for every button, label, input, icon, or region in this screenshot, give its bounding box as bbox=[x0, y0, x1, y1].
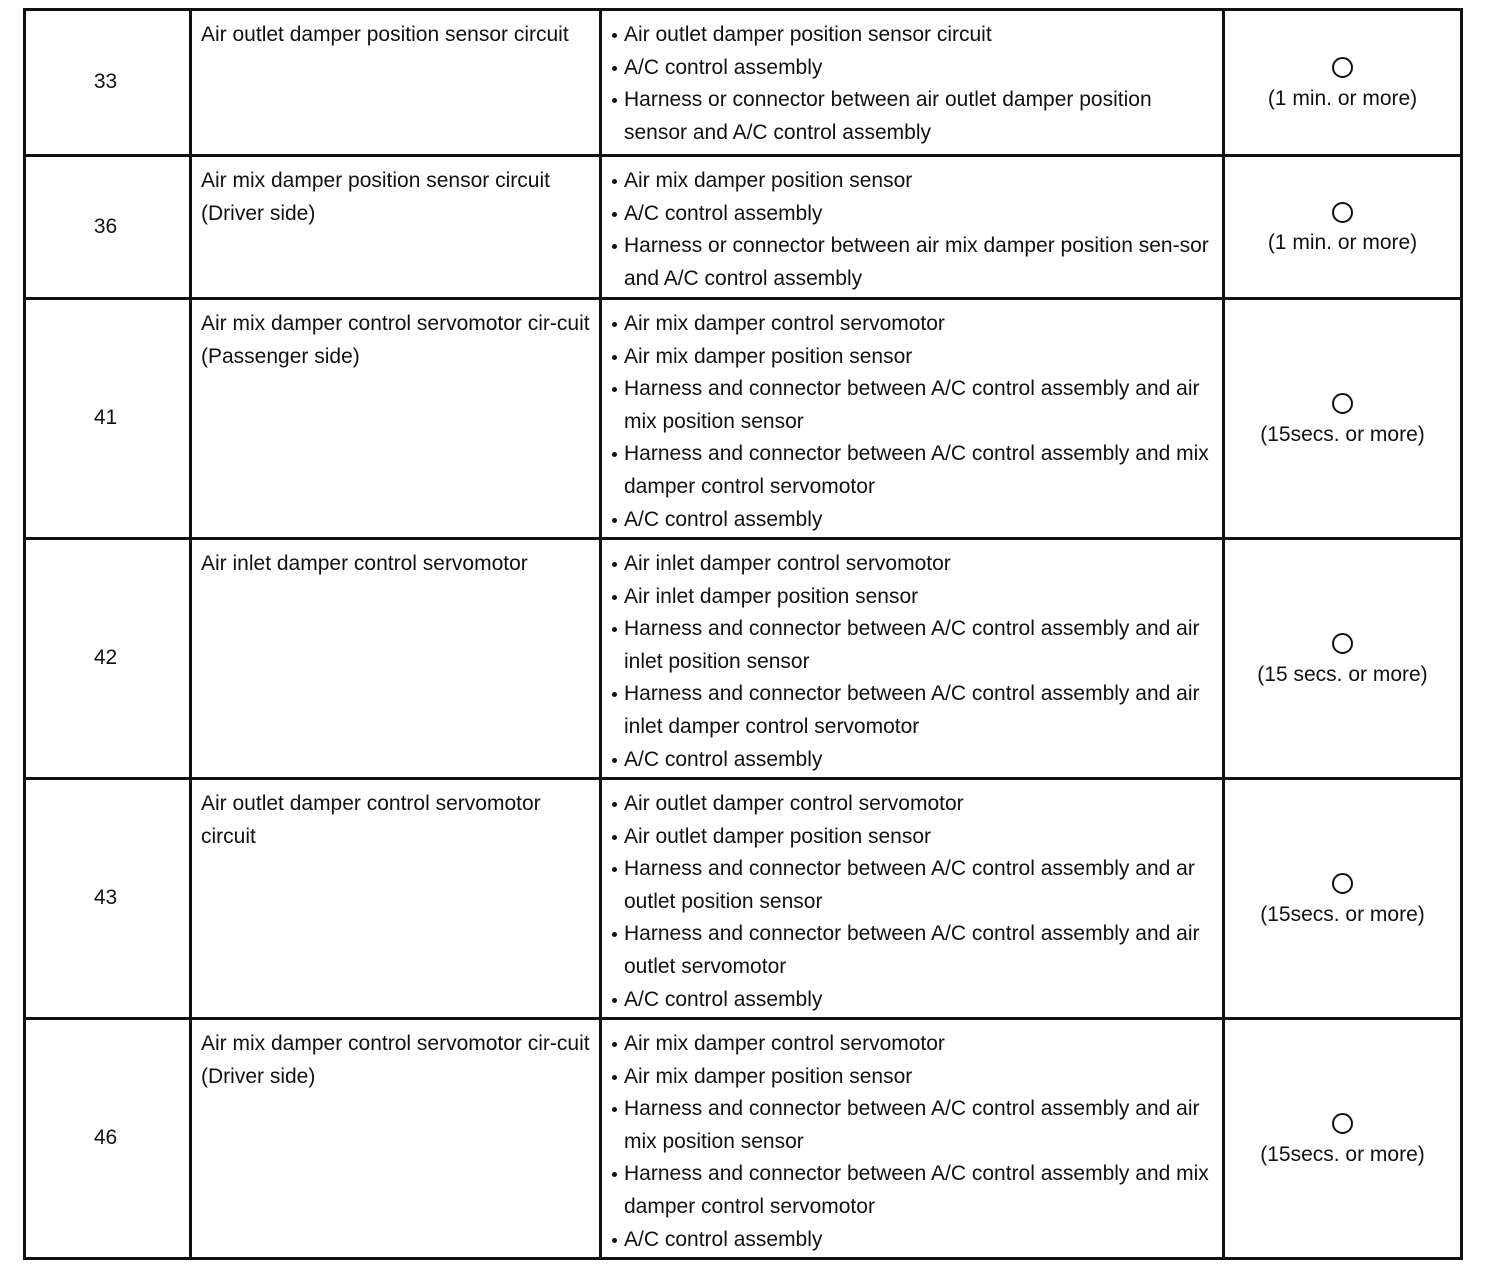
memory-cell bbox=[1224, 539, 1462, 779]
trouble-area-item: Air outlet damper position sensor bbox=[610, 821, 1218, 854]
memory-circle-icon bbox=[1332, 202, 1353, 223]
trouble-area-item: Harness and connector between A/C control assembly and mix damper control servomotor bbox=[610, 438, 1218, 503]
trouble-area-item: Air mix damper position sensor bbox=[610, 165, 1218, 198]
trouble-area-item: Harness or connector between air mix damper position sen-sor and A/C control assembly bbox=[610, 230, 1218, 295]
table-row bbox=[25, 539, 1462, 779]
trouble-area-item: Air inlet damper control servomotor bbox=[610, 548, 1218, 581]
table-row bbox=[25, 299, 1462, 539]
table-row bbox=[25, 156, 1462, 299]
trouble-area-item: A/C control assembly bbox=[610, 984, 1218, 1017]
dtc-code: 33 bbox=[25, 10, 191, 156]
trouble-area-item: A/C control assembly bbox=[610, 1224, 1218, 1257]
memory-note: (15secs. or more) bbox=[1260, 902, 1425, 926]
trouble-area-item: Harness and connector between A/C control assembly and mix damper control servomotor bbox=[610, 1158, 1218, 1223]
trouble-area-item: Air mix damper control servomotor bbox=[610, 308, 1218, 341]
memory-circle-icon bbox=[1332, 1113, 1353, 1134]
trouble-area-item: A/C control assembly bbox=[610, 504, 1218, 537]
trouble-area-item: Air mix damper position sensor bbox=[610, 341, 1218, 374]
trouble-area bbox=[601, 156, 1224, 299]
trouble-area-item: Harness and connector between A/C control assembly and air mix position sensor bbox=[610, 1093, 1218, 1158]
detection-item: Air outlet damper control servomotor circuit bbox=[191, 779, 601, 1019]
trouble-area-item: A/C control assembly bbox=[610, 744, 1218, 777]
trouble-area-item: Harness and connector between A/C control assembly and air inlet position sensor bbox=[610, 613, 1218, 678]
trouble-area bbox=[601, 10, 1224, 156]
trouble-area-item: Harness and connector between A/C control assembly and air mix position sensor bbox=[610, 373, 1218, 438]
memory-cell bbox=[1224, 779, 1462, 1019]
trouble-area-item: Air mix damper control servomotor bbox=[610, 1028, 1218, 1061]
diagnostic-code-table bbox=[23, 8, 1463, 1260]
memory-note: (15secs. or more) bbox=[1260, 422, 1425, 446]
detection-item: Air mix damper control servomotor cir-cuit (Passenger side) bbox=[191, 299, 601, 539]
table-row bbox=[25, 779, 1462, 1019]
trouble-area-item: Harness and connector between A/C control assembly and ar outlet position sensor bbox=[610, 853, 1218, 918]
dtc-code: 36 bbox=[25, 156, 191, 299]
trouble-area-item: Air inlet damper position sensor bbox=[610, 581, 1218, 614]
trouble-area bbox=[601, 539, 1224, 779]
memory-cell bbox=[1224, 156, 1462, 299]
memory-note: (15secs. or more) bbox=[1260, 1142, 1425, 1166]
trouble-area-item: Harness and connector between A/C control assembly and air inlet damper control servomotor bbox=[610, 678, 1218, 743]
trouble-area-item: Air mix damper position sensor bbox=[610, 1061, 1218, 1094]
dtc-code: 42 bbox=[25, 539, 191, 779]
detection-item: Air mix damper position sensor circuit (Driver side) bbox=[191, 156, 601, 299]
trouble-area-item: Air outlet damper position sensor circuit bbox=[610, 19, 1218, 52]
dtc-code: 46 bbox=[25, 1019, 191, 1259]
memory-note: (15 secs. or more) bbox=[1257, 662, 1428, 686]
memory-circle-icon bbox=[1332, 873, 1353, 894]
trouble-area bbox=[601, 779, 1224, 1019]
dtc-code: 43 bbox=[25, 779, 191, 1019]
memory-cell bbox=[1224, 299, 1462, 539]
trouble-area-item: Harness and connector between A/C control assembly and air outlet servomotor bbox=[610, 918, 1218, 983]
detection-item: Air mix damper control servomotor cir-cuit (Driver side) bbox=[191, 1019, 601, 1259]
trouble-area-item: A/C control assembly bbox=[610, 52, 1218, 85]
detection-item: Air outlet damper position sensor circuit bbox=[191, 10, 601, 156]
trouble-area bbox=[601, 299, 1224, 539]
memory-circle-icon bbox=[1332, 633, 1353, 654]
table-row bbox=[25, 10, 1462, 156]
memory-note: (1 min. or more) bbox=[1267, 86, 1418, 110]
memory-note: (1 min. or more) bbox=[1267, 231, 1418, 254]
trouble-area bbox=[601, 1019, 1224, 1259]
memory-circle-icon bbox=[1332, 57, 1353, 78]
detection-item: Air inlet damper control servomotor bbox=[191, 539, 601, 779]
dtc-code: 41 bbox=[25, 299, 191, 539]
trouble-area-item: A/C control assembly bbox=[610, 198, 1218, 231]
memory-circle-icon bbox=[1332, 393, 1353, 414]
memory-cell bbox=[1224, 1019, 1462, 1259]
table-row bbox=[25, 1019, 1462, 1259]
trouble-area-item: Air outlet damper control servomotor bbox=[610, 788, 1218, 821]
trouble-area-item: Harness or connector between air outlet damper position sensor and A/C control assembly bbox=[610, 84, 1218, 149]
memory-cell bbox=[1224, 10, 1462, 156]
